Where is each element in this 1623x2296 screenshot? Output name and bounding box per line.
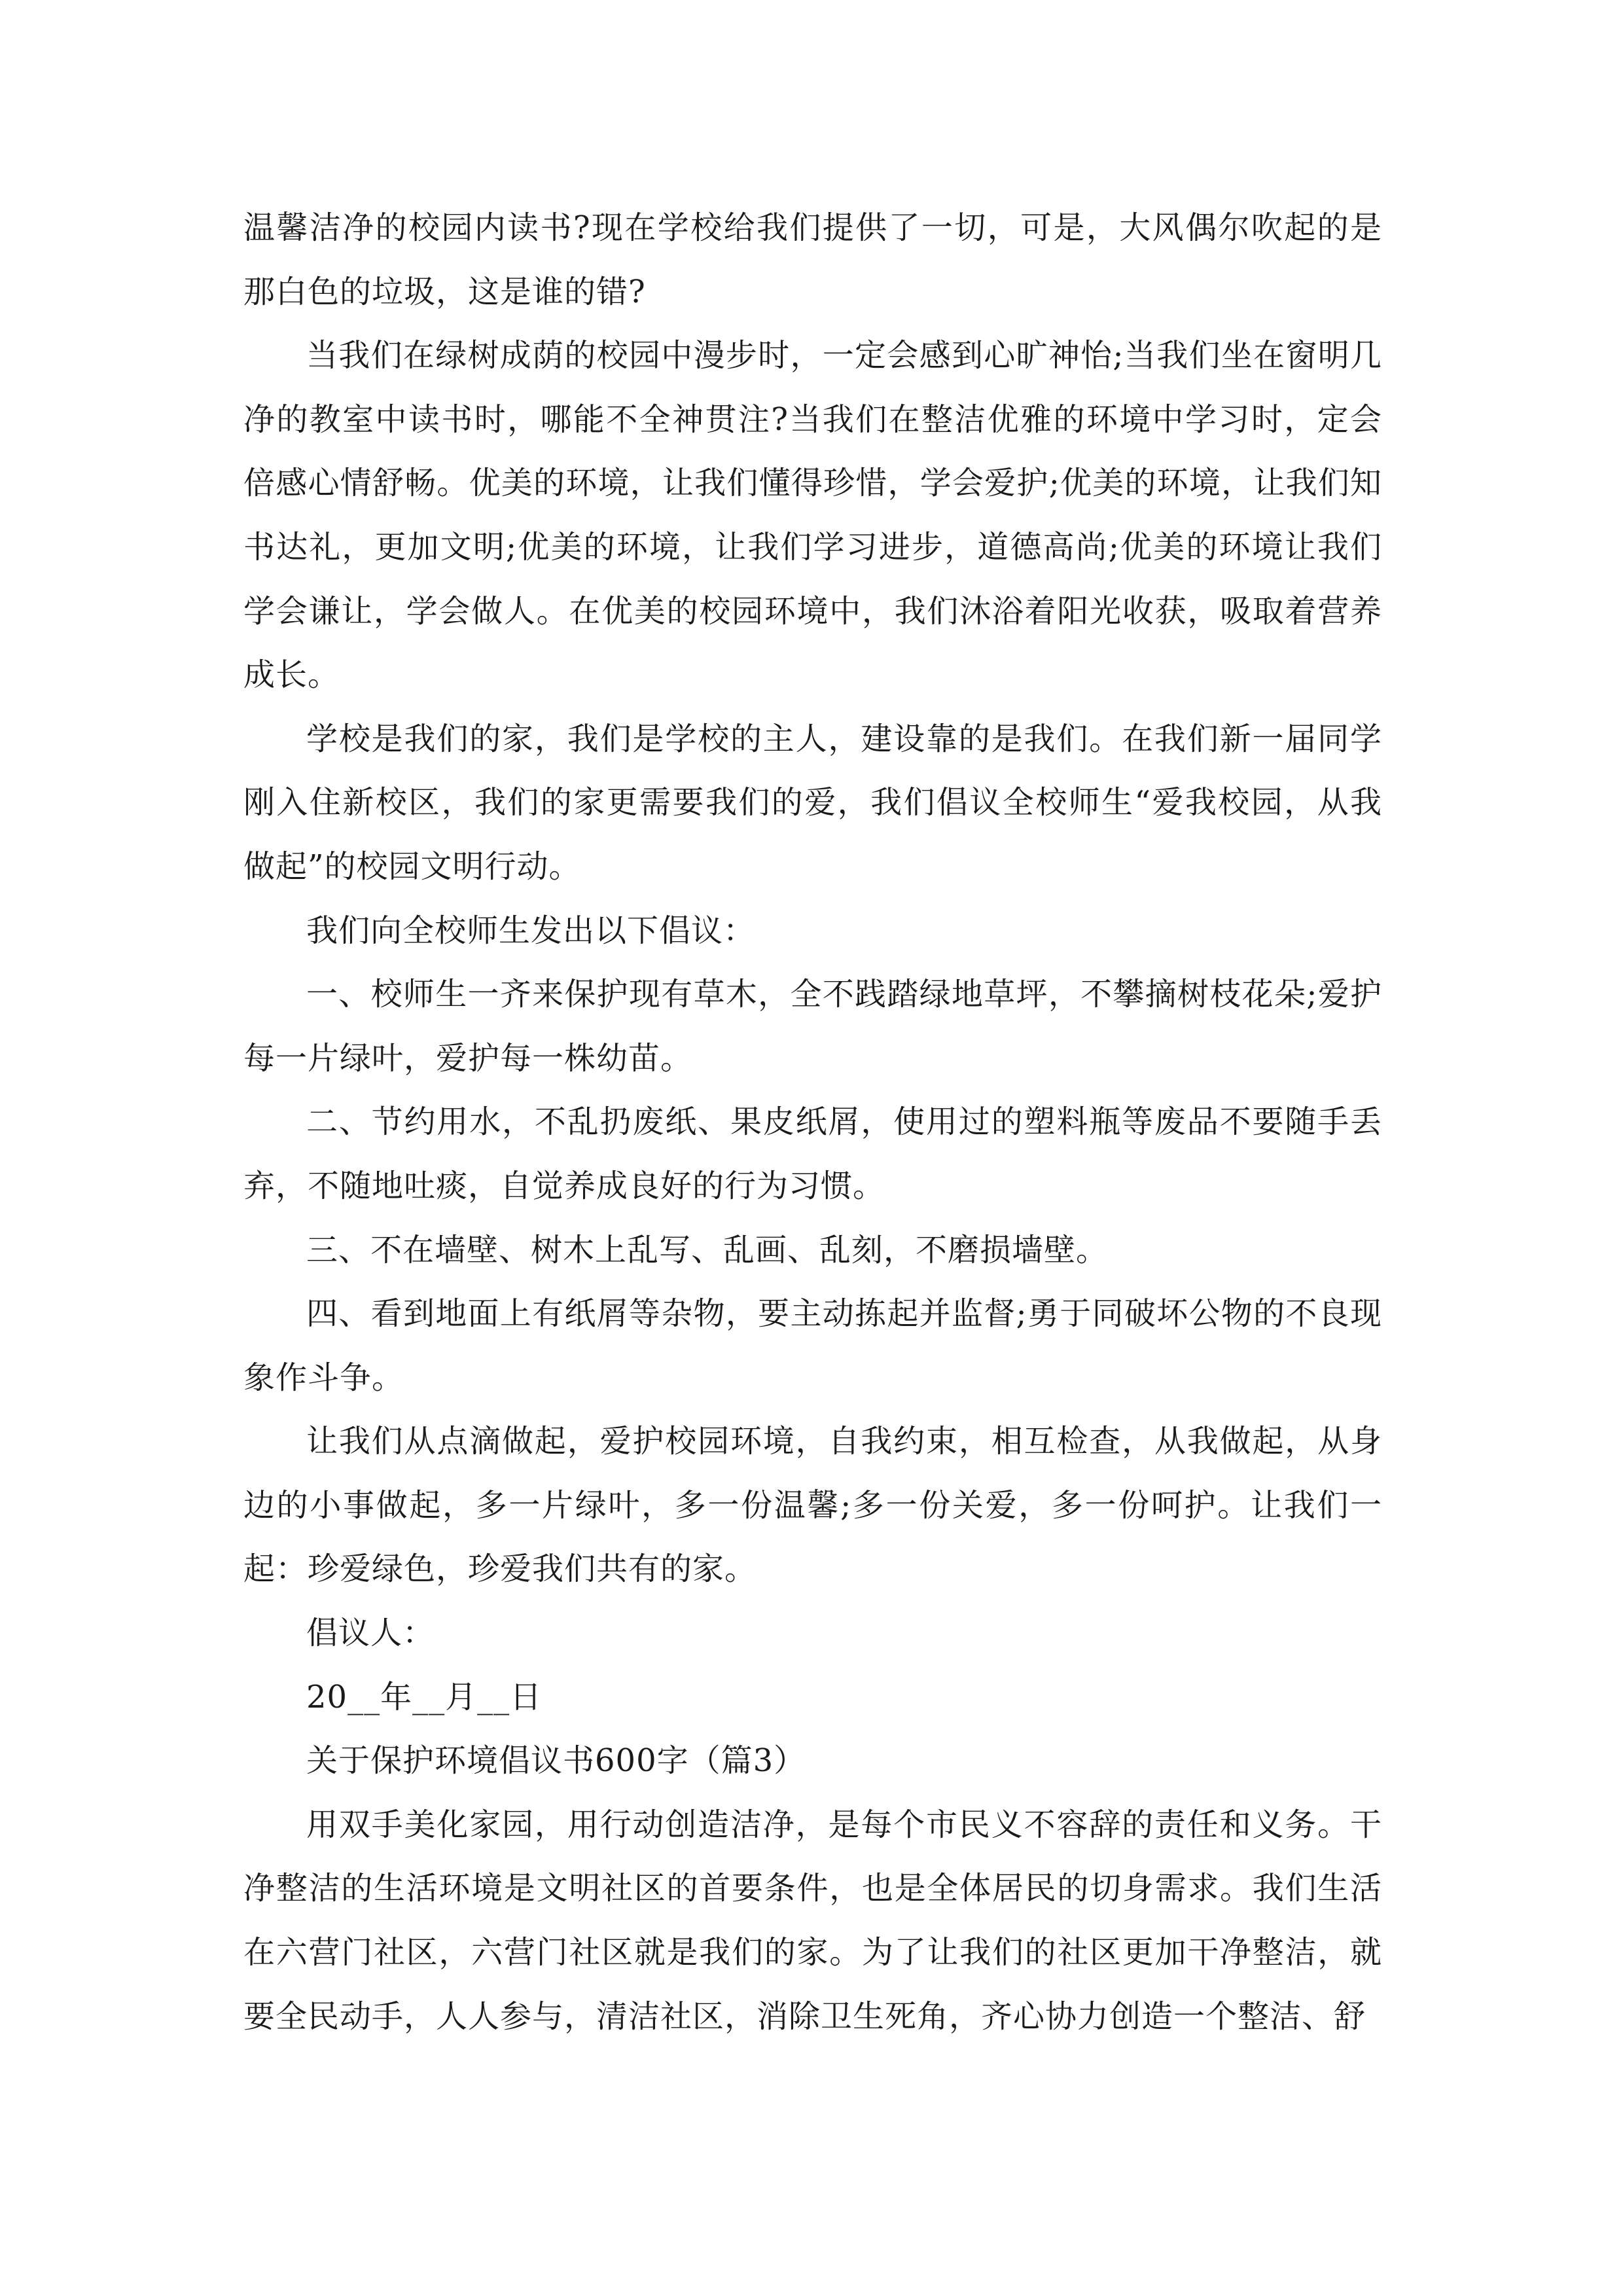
- paragraph-school-home: 学校是我们的家，我们是学校的主人，建设靠的是我们。在我们新一届同学刚入住新校区，我们的家更需要我们的爱，我们倡议全校师生“爱我校园，从我做起”的校园文明行动。: [243, 720, 1382, 885]
- proposal-item-4: 四、看到地面上有纸屑等杂物，要主动拣起并监督;勇于同破坏公物的不良现象作斗争。: [243, 1295, 1382, 1396]
- signature-label: 倡议人：: [306, 1615, 435, 1652]
- document-body: [243, 196, 1382, 2049]
- section-title: 关于保护环境倡议书600字（篇3）: [306, 1742, 806, 1780]
- paragraph-environment: 当我们在绿树成荫的校园中漫步时，一定会感到心旷神怡;当我们坐在窗明几净的教室中读书时，哪能不全神贯注?当我们在整洁优雅的环境中学习时，定会倍感心情舒畅。优美的环境，让我们懂得珍惜，学会爱护;优美的环境，让我们知书达礼，更加文明;优美的环境，让我们学习进步，道德高尚;优美的环境让我们学会谦让，学会做人。在优美的校园环境中，我们沐浴着阳光收获，吸取着营养成长。: [243, 337, 1382, 694]
- date-line: 20__年__月__日: [306, 1678, 543, 1715]
- paragraph-closing: 让我们从点滴做起，爱护校园环境，自我约束，相互检查，从我做起，从身边的小事做起，多一片绿叶，多一份温馨;多一份关爱，多一份呵护。让我们一起：珍爱绿色，珍爱我们共有的家。: [243, 1423, 1382, 1588]
- paragraph-community: 用双手美化家园，用行动创造洁净，是每个市民义不容辞的责任和义务。干净整洁的生活环境是文明社区的首要条件，也是全体居民的切身需求。我们生活在六营门社区，六营门社区就是我们的家。为了让我们的社区更加干净整洁，就要全民动手，人人参与，清洁社区，消除卫生死角，齐心协力创造一个整洁、舒: [243, 1806, 1382, 2035]
- proposal-item-1: 一、校师生一齐来保护现有草木，全不践踏绿地草坪，不攀摘树枝花朵;爱护每一片绿叶，爱护每一株幼苗。: [243, 976, 1382, 1077]
- proposal-item-3: 三、不在墙壁、树木上乱写、乱画、乱刻，不磨损墙壁。: [306, 1231, 1109, 1268]
- proposal-item-2: 二、节约用水，不乱扔废纸、果皮纸屑，使用过的塑料瓶等废品不要随手丢弃，不随地吐痰，自觉养成良好的行为习惯。: [243, 1103, 1382, 1204]
- paragraph-continuation: 温馨洁净的校园内读书?现在学校给我们提供了一切，可是，大风偶尔吹起的是那白色的垃圾，这是谁的错?: [243, 209, 1382, 310]
- paragraph-proposal-intro: 我们向全校师生发出以下倡议：: [306, 912, 756, 949]
